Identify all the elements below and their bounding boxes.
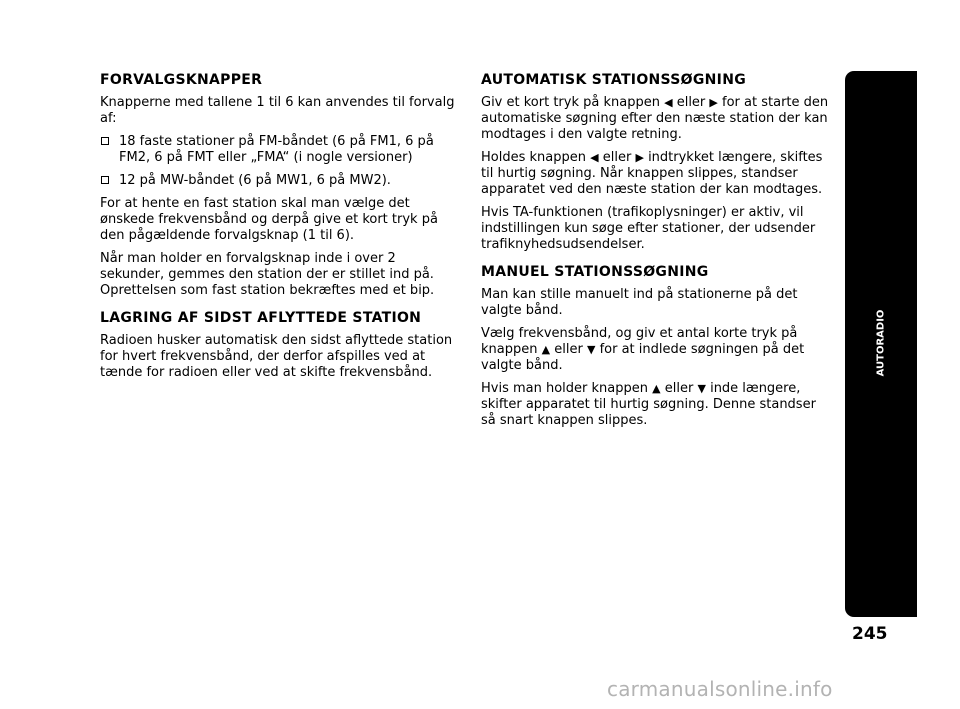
left-arrow-icon: ◀ <box>664 96 673 109</box>
paragraph <box>481 381 833 429</box>
down-arrow-icon: ▼ <box>697 382 706 395</box>
chapter-side-tab <box>845 71 917 617</box>
text-fragment: Vælg frekvensbånd, og giv et antal korte tryk på knappen <box>481 326 798 357</box>
paragraph: Hvis TA-funktionen (trafikoplysninger) er aktiv, vil indstillingen kun søge efter stationer, der udsender trafiknyhedsudsendelser. <box>481 205 816 252</box>
text-fragment: indtrykket længere, skiftes til hurtig søgning. Når knappen slippes, standser apparatet ved den næste station der kan modtages. <box>481 150 823 197</box>
checkbox-bullet-icon <box>101 137 109 145</box>
section-heading-forvalgsknapper: FORVALGSKNAPPER <box>100 72 263 88</box>
section-heading-automatisk: AUTOMATISK STATIONSSØGNING <box>481 72 747 88</box>
section-heading-lagring: LAGRING AF SIDST AFLYTTEDE STATION <box>100 310 422 326</box>
checkbox-bullet-icon <box>101 176 109 184</box>
page-number: 245 <box>852 624 888 644</box>
chapter-label: AUTORADIO <box>875 309 887 377</box>
text-fragment: Holdes knappen <box>481 150 586 165</box>
right-arrow-icon: ▶ <box>635 151 644 164</box>
left-arrow-icon: ◀ <box>590 151 599 164</box>
text-fragment: inde længere, skifter apparatet til hurtig søgning. Denne standser så snart knappen slippes. <box>481 381 816 428</box>
bullet-item <box>100 134 462 166</box>
bullet-text: 18 faste stationer på FM-båndet (6 på FM1, 6 på FM2, 6 på FMT eller „FMA“ (i nogle versioner) <box>119 134 434 165</box>
text-fragment: for at starte den automatiske søgning efter den næste station der kan modtages i den valgte retning. <box>481 95 829 142</box>
paragraph <box>481 95 833 143</box>
bullet-item <box>100 173 462 189</box>
left-column <box>100 71 462 388</box>
text-fragment: eller <box>676 95 706 110</box>
paragraph <box>481 150 833 198</box>
text-fragment: eller <box>664 381 694 396</box>
down-arrow-icon: ▼ <box>586 343 596 356</box>
paragraph: Man kan stille manuelt ind på stationerne på det valgte bånd. <box>481 287 798 318</box>
section-heading-manuel: MANUEL STATIONSSØGNING <box>481 264 709 280</box>
paragraph: Radioen husker automatisk den sidst aflyttede station for hvert frekvensbånd, der derfor afspilles ved at tænde for radioen eller ved at skifte frekvensbånd. <box>100 333 453 380</box>
bullet-text: 12 på MW-båndet (6 på MW1, 6 på MW2). <box>119 173 391 188</box>
paragraph: Når man holder en forvalgsknap inde i over 2 sekunder, gemmes den station der er stillet ind på. Oprettelsen som fast station bekræftes med et bip. <box>100 251 435 298</box>
right-column <box>481 71 833 436</box>
paragraph <box>481 326 833 374</box>
text-fragment: eller <box>554 342 583 357</box>
up-arrow-icon: ▲ <box>541 343 551 356</box>
watermark: carmanualsonline.info <box>607 677 833 701</box>
text-fragment: Hvis man holder knappen <box>481 381 648 396</box>
paragraph: Knapperne med tallene 1 til 6 kan anvendes til forvalg af: <box>100 95 455 126</box>
up-arrow-icon: ▲ <box>652 382 661 395</box>
right-arrow-icon: ▶ <box>709 96 718 109</box>
text-fragment: eller <box>602 150 632 165</box>
text-fragment: Giv et kort tryk på knappen <box>481 95 660 110</box>
paragraph: For at hente en fast station skal man vælge det ønskede frekvensbånd og derpå give et kort tryk på den pågældende forvalgsknap (1 til 6). <box>100 196 438 243</box>
text-fragment: for at indlede søgningen på det valgte bånd. <box>481 342 805 373</box>
